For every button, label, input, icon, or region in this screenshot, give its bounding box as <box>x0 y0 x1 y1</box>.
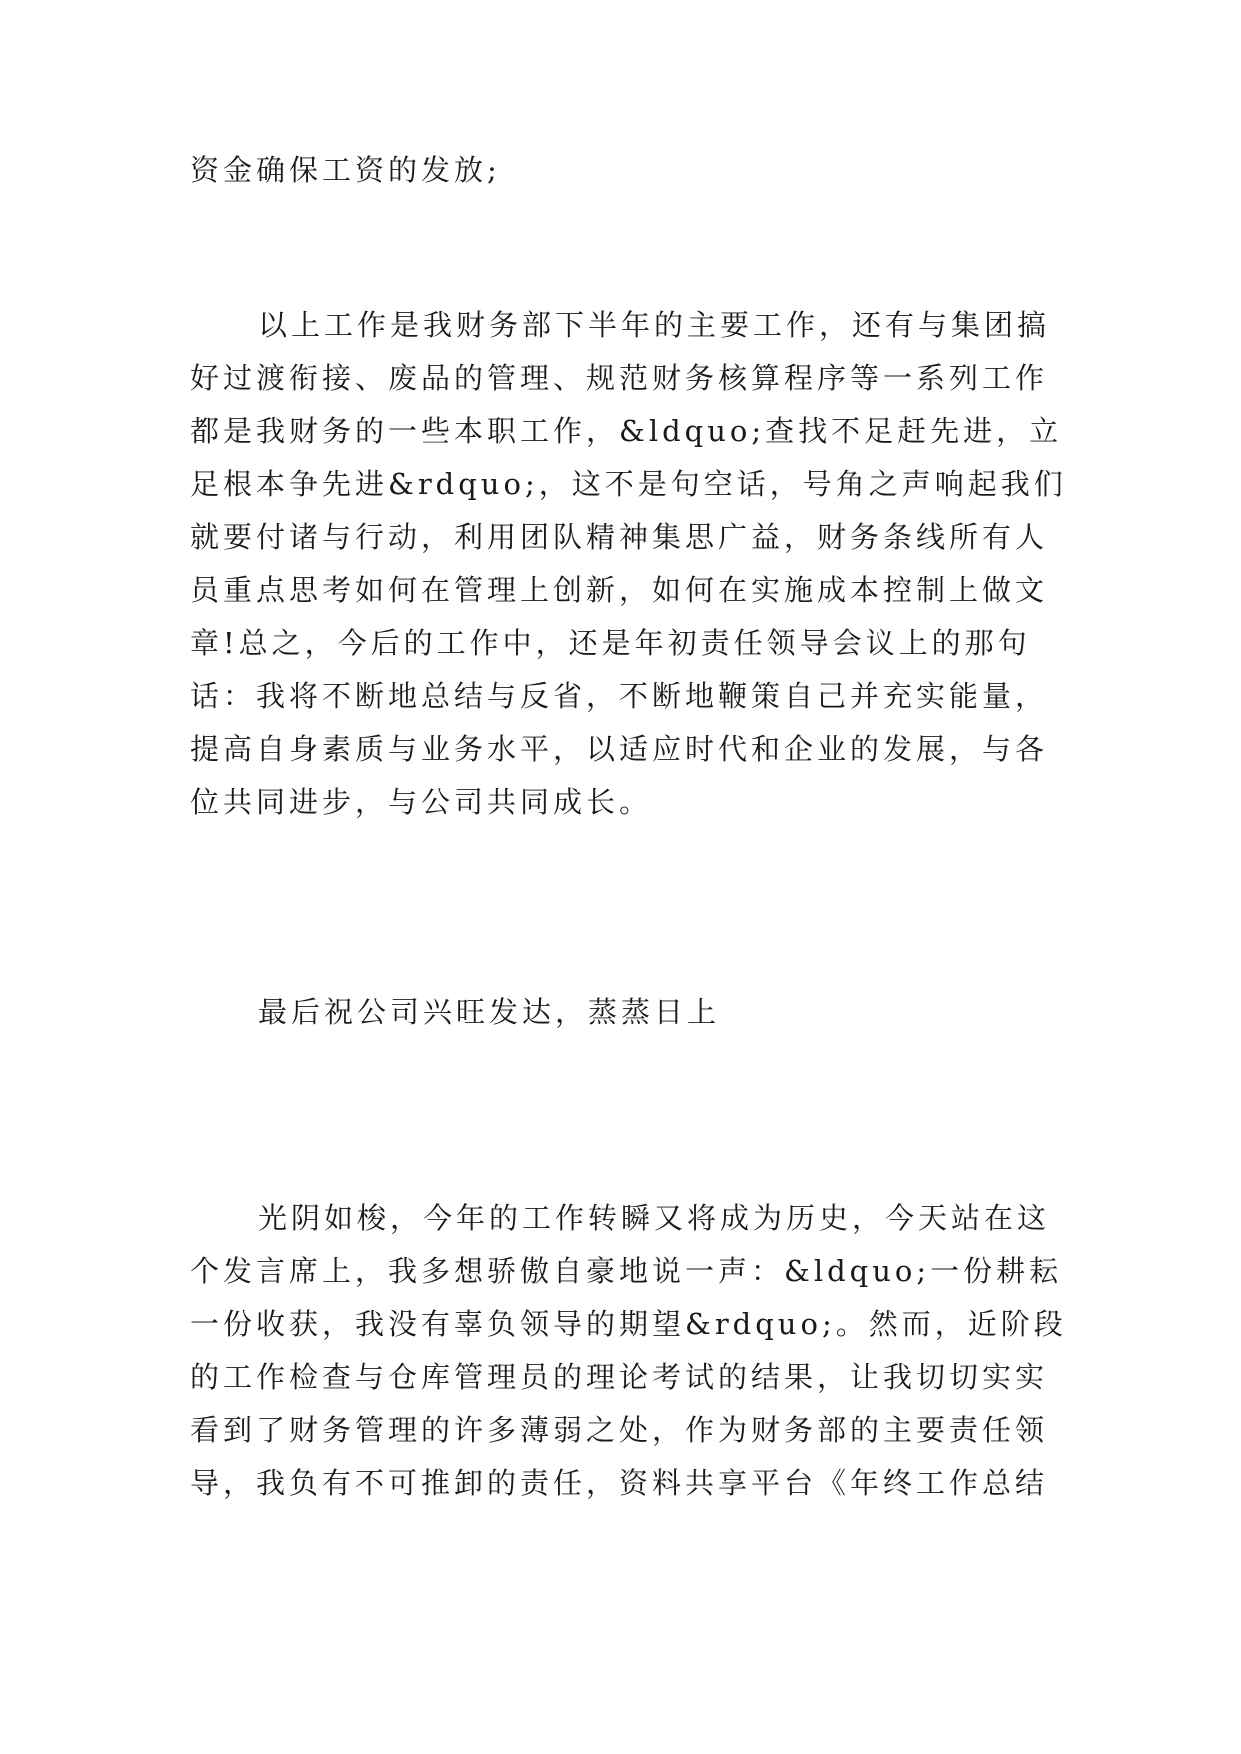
paragraph-2-line-5: 就要付诸与行动，利用团队精神集思广益，财务条线所有人 <box>190 520 1049 554</box>
paragraph-2-line-8: 话：我将不断地总结与反省，不断地鞭策自己并充实能量， <box>190 679 1049 713</box>
paragraph-2-line-9: 提高自身素质与业务水平，以适应时代和企业的发展，与各 <box>190 732 1049 766</box>
paragraph-1-line-1: 资金确保工资的发放; <box>190 153 501 187</box>
paragraph-2-line-1: 以上工作是我财务部下半年的主要工作，还有与集团搞 <box>258 308 1051 342</box>
paragraph-2-line-2: 好过渡衔接、废品的管理、规范财务核算程序等一系列工作 <box>190 361 1049 395</box>
paragraph-2-line-10: 位共同进步，与公司共同成长。 <box>190 785 653 819</box>
paragraph-3-line-1: 最后祝公司兴旺发达，蒸蒸日上 <box>258 995 721 1029</box>
paragraph-2-line-7: 章!总之，今后的工作中，还是年初责任领导会议上的那句 <box>190 626 1031 660</box>
paragraph-4-line-5: 看到了财务管理的许多薄弱之处，作为财务部的主要责任领 <box>190 1413 1049 1447</box>
paragraph-4-line-2: 个发言席上，我多想骄傲自豪地说一声：&ldquo;一份耕耘 <box>190 1254 1063 1288</box>
paragraph-4-line-4: 的工作检查与仓库管理员的理论考试的结果，让我切切实实 <box>190 1360 1049 1394</box>
paragraph-4-line-6: 导，我负有不可推卸的责任，资料共享平台《年终工作总结 <box>190 1466 1049 1500</box>
paragraph-2-line-3: 都是我财务的一些本职工作，&ldquo;查找不足赶先进，立 <box>190 414 1063 448</box>
paragraph-4-line-3: 一份收获，我没有辜负领导的期望&rdquo;。然而，近阶段 <box>190 1307 1067 1341</box>
paragraph-2-line-6: 员重点思考如何在管理上创新，如何在实施成本控制上做文 <box>190 573 1049 607</box>
paragraph-2-line-4: 足根本争先进&rdquo;，这不是句空话，号角之声响起我们 <box>190 467 1067 501</box>
paragraph-4-line-1: 光阴如梭，今年的工作转瞬又将成为历史，今天站在这 <box>258 1201 1051 1235</box>
